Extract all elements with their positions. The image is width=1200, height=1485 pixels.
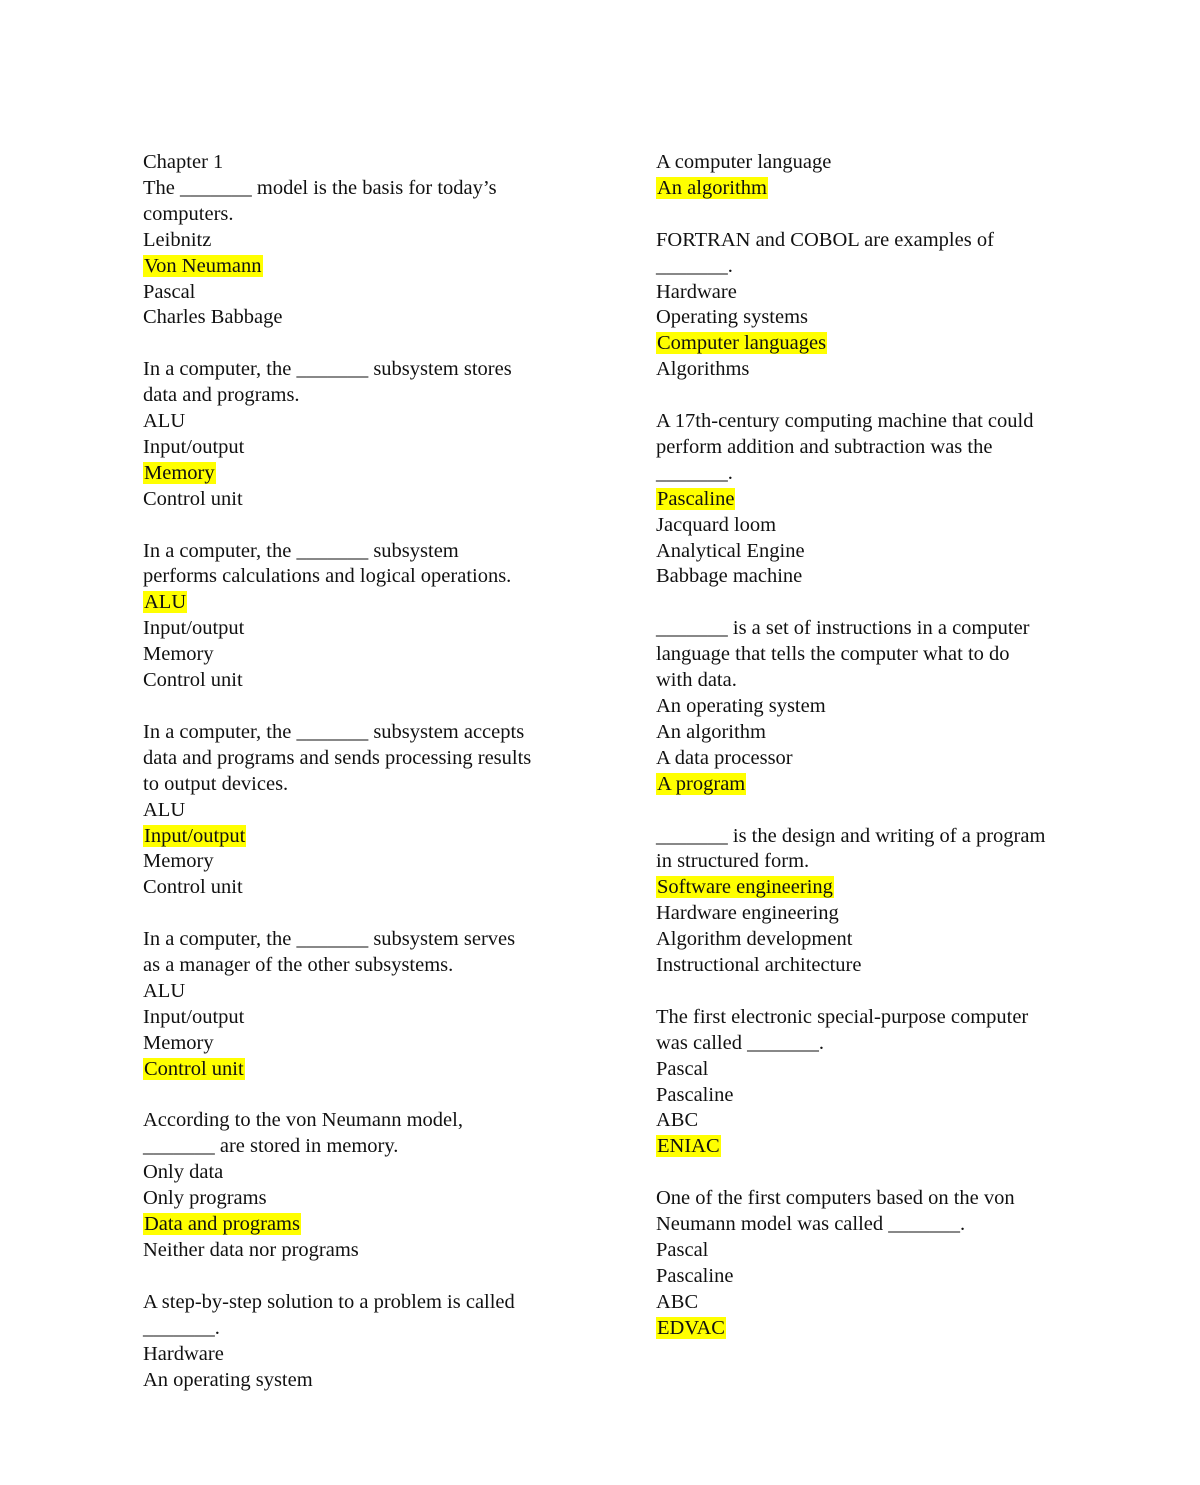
answer-option: Pascal [656,1238,709,1261]
question-stem-line: with data. [656,669,737,692]
answer-option-highlighted [656,176,1106,202]
answer-option: Control unit [143,669,243,692]
question-block [656,824,1106,979]
question-stem-line: _______ is the design and writing of a program [656,824,1046,847]
question-stem-line: In a computer, the _______ subsystem stores [143,358,512,381]
answer-option-highlighted [143,824,593,850]
answer-option: An algorithm [656,720,766,743]
question-block [143,176,593,331]
answer-option: Hardware [143,1342,224,1365]
question-stem-line: The _______ model is the basis for today’s [143,176,497,199]
answer-option: ABC [656,1109,699,1132]
answer-option: Input/output [143,435,245,458]
answer-highlight: A program [657,772,746,795]
answer-option: Only programs [143,1187,267,1210]
question-stem-line: One of the first computers based on the von [656,1187,1015,1210]
left-question-list [143,176,593,1394]
answer-option: Operating systems [656,306,809,329]
answer-option: Instructional architecture [656,954,862,977]
question-stem-line: performs calculations and logical operations. [143,565,512,588]
question-stem-line: FORTRAN and COBOL are examples of [656,228,994,251]
answer-option: Neither data nor programs [143,1238,359,1261]
answer-highlight: Pascaline [657,487,735,510]
question-stem-line: data and programs. [143,384,300,407]
question-stem-line: was called _______. [656,1031,824,1054]
question-block [656,409,1106,590]
question-stem-line: Neumann model was called _______. [656,1213,966,1236]
answer-highlight: ENIAC [657,1135,720,1158]
question-stem-line: _______. [656,254,733,277]
question-stem-line: According to the von Neumann model, [143,1109,463,1132]
answer-option: Hardware [656,280,737,303]
question-stem-line: A step-by-step solution to a problem is called [143,1290,515,1313]
question-block [656,228,1106,383]
answer-option: Memory [143,850,214,873]
question-stem-line: to output devices. [143,772,289,795]
answer-option: Control unit [143,487,243,510]
answer-option-highlighted [143,590,593,616]
answer-option: Hardware engineering [656,902,839,925]
question-block [143,1108,593,1263]
answer-option-highlighted [656,1316,1106,1342]
question-stem-line: In a computer, the _______ subsystem [143,539,459,562]
question-stem-line: _______. [656,461,733,484]
answer-option: ALU [143,410,186,433]
question-stem-line: as a manager of the other subsystems. [143,954,454,977]
question-stem-line: data and programs and sends processing results [143,746,532,769]
answer-option: Algorithms [656,358,750,381]
question-stem-line: _______ are stored in memory. [143,1135,399,1158]
chapter-heading: Chapter 1 [143,151,224,173]
right-question-list [656,150,1106,1342]
question-block [143,357,593,512]
question-stem-line: The first electronic special-purpose computer [656,1005,1029,1028]
answer-option: Leibnitz [143,228,212,251]
answer-highlight: Input/output [144,824,246,847]
answer-option-highlighted [143,254,593,280]
answer-highlight: Computer languages [657,332,827,355]
answer-option-highlighted [656,487,1106,513]
answer-option: Pascaline [656,1264,734,1287]
answer-highlight: An algorithm [657,176,767,199]
question-block [143,927,593,1082]
answer-option: An operating system [656,694,826,717]
answer-option: Jacquard loom [656,513,777,536]
left-column [143,150,593,1419]
right-column [656,150,1106,1367]
answer-option: Charles Babbage [143,306,283,329]
answer-option: Algorithm development [656,928,853,951]
answer-option: ALU [143,798,186,821]
answer-option: Memory [143,1031,214,1054]
answer-option: An operating system [143,1368,313,1391]
answer-option-highlighted [656,772,1106,798]
answer-option: A data processor [656,746,793,769]
question-block [143,539,593,694]
question-stem-line: perform addition and subtraction was the [656,435,993,458]
question-block [656,1005,1106,1160]
answer-option-highlighted [656,1134,1106,1160]
question-block [143,720,593,901]
answer-option: Input/output [143,617,245,640]
question-block [656,1186,1106,1341]
answer-highlight: EDVAC [657,1316,725,1339]
question-stem-line: _______ is a set of instructions in a computer [656,617,1030,640]
answer-option: A computer language [656,151,832,173]
answer-option-highlighted [656,875,1106,901]
answer-option: Analytical Engine [656,539,805,562]
answer-option: Memory [143,643,214,666]
question-stem-line: In a computer, the _______ subsystem serves [143,928,516,951]
answer-highlight: Data and programs [144,1213,300,1236]
question-block [656,150,1106,202]
answer-option: ALU [143,979,186,1002]
answer-option: Control unit [143,876,243,899]
answer-highlight: Memory [144,461,215,484]
answer-option-highlighted [143,461,593,487]
question-stem-line: language that tells the computer what to do [656,643,1010,666]
answer-highlight: Software engineering [657,876,833,899]
answer-option-highlighted [143,1212,593,1238]
answer-option: Only data [143,1161,224,1184]
question-stem-line: computers. [143,202,234,225]
question-block [143,1290,593,1394]
question-stem-line: in structured form. [656,850,810,873]
answer-option: ABC [656,1290,699,1313]
question-stem-line: A 17th-century computing machine that could [656,410,1034,433]
answer-option: Pascal [656,1057,709,1080]
question-stem-line: In a computer, the _______ subsystem accepts [143,720,525,743]
answer-option: Pascaline [656,1083,734,1106]
answer-option: Pascal [143,280,196,303]
answer-option-highlighted [656,331,1106,357]
answer-option: Input/output [143,1005,245,1028]
answer-option: Babbage machine [656,565,803,588]
answer-highlight: ALU [144,591,187,614]
answer-highlight: Von Neumann [144,254,262,277]
question-stem-line: _______. [143,1316,220,1339]
answer-highlight: Control unit [144,1057,244,1080]
question-block [656,616,1106,797]
answer-option-highlighted [143,1057,593,1083]
